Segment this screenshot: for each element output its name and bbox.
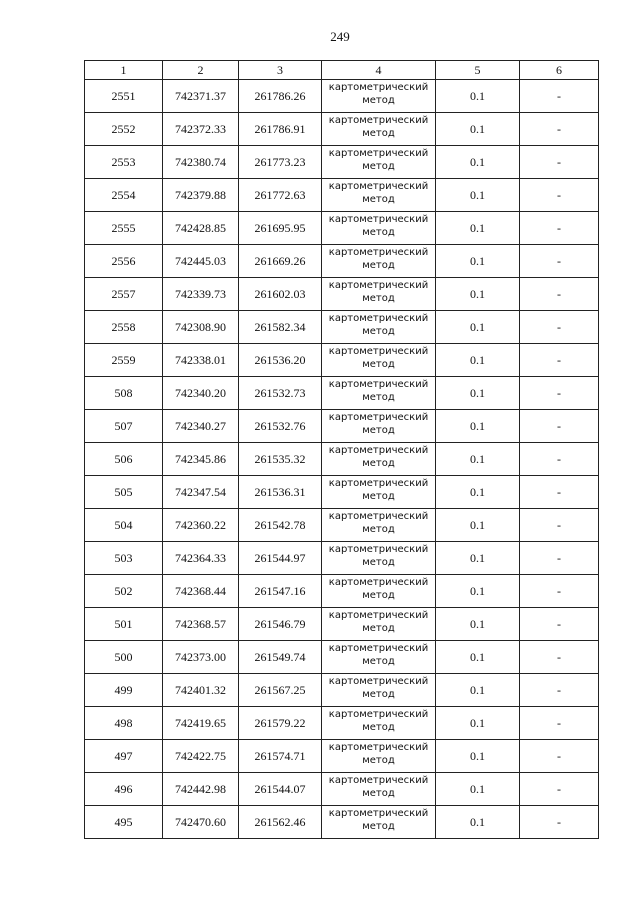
y-coordinate-cell: 261536.20 [239,344,322,377]
description-cell: - [520,476,599,509]
point-number-cell: 505 [85,476,163,509]
method-cell: картометрический метод [322,773,436,806]
description-cell: - [520,443,599,476]
accuracy-cell: 0.1 [436,278,520,311]
table-row [85,344,599,377]
table-row [85,740,599,773]
table-row [85,509,599,542]
x-coordinate-cell: 742470.60 [163,806,239,839]
y-coordinate-cell: 261549.74 [239,641,322,674]
accuracy-cell: 0.1 [436,212,520,245]
table-row [85,443,599,476]
description-cell: - [520,542,599,575]
point-number-cell: 497 [85,740,163,773]
method-cell: картометрический метод [322,740,436,773]
accuracy-cell: 0.1 [436,509,520,542]
header-cell-2: 2 [163,61,239,80]
method-cell: картометрический метод [322,707,436,740]
table-row [85,377,599,410]
x-coordinate-cell: 742360.22 [163,509,239,542]
table-row [85,674,599,707]
method-cell: картометрический метод [322,575,436,608]
method-cell: картометрический метод [322,278,436,311]
point-number-cell: 499 [85,674,163,707]
y-coordinate-cell: 261786.91 [239,113,322,146]
x-coordinate-cell: 742340.20 [163,377,239,410]
x-coordinate-cell: 742308.90 [163,311,239,344]
y-coordinate-cell: 261532.73 [239,377,322,410]
header-cell-3: 3 [239,61,322,80]
method-cell: картометрический метод [322,509,436,542]
y-coordinate-cell: 261562.46 [239,806,322,839]
accuracy-cell: 0.1 [436,377,520,410]
table-row [85,608,599,641]
description-cell: - [520,80,599,113]
table-body [85,80,599,839]
description-cell: - [520,278,599,311]
x-coordinate-cell: 742422.75 [163,740,239,773]
y-coordinate-cell: 261547.16 [239,575,322,608]
accuracy-cell: 0.1 [436,542,520,575]
y-coordinate-cell: 261582.34 [239,311,322,344]
table-row [85,542,599,575]
y-coordinate-cell: 261669.26 [239,245,322,278]
accuracy-cell: 0.1 [436,410,520,443]
y-coordinate-cell: 261542.78 [239,509,322,542]
y-coordinate-cell: 261695.95 [239,212,322,245]
y-coordinate-cell: 261532.76 [239,410,322,443]
method-cell: картометрический метод [322,311,436,344]
description-cell: - [520,707,599,740]
y-coordinate-cell: 261546.79 [239,608,322,641]
accuracy-cell: 0.1 [436,443,520,476]
description-cell: - [520,773,599,806]
method-cell: картометрический метод [322,212,436,245]
x-coordinate-cell: 742371.37 [163,80,239,113]
point-number-cell: 501 [85,608,163,641]
point-number-cell: 2556 [85,245,163,278]
method-cell: картометрический метод [322,113,436,146]
y-coordinate-cell: 261579.22 [239,707,322,740]
x-coordinate-cell: 742445.03 [163,245,239,278]
y-coordinate-cell: 261536.31 [239,476,322,509]
table-row [85,245,599,278]
accuracy-cell: 0.1 [436,80,520,113]
x-coordinate-cell: 742364.33 [163,542,239,575]
accuracy-cell: 0.1 [436,344,520,377]
table-row [85,641,599,674]
point-number-cell: 508 [85,377,163,410]
description-cell: - [520,740,599,773]
table-row [85,80,599,113]
x-coordinate-cell: 742368.57 [163,608,239,641]
y-coordinate-cell: 261772.63 [239,179,322,212]
header-cell-1: 1 [85,61,163,80]
y-coordinate-cell: 261786.26 [239,80,322,113]
x-coordinate-cell: 742379.88 [163,179,239,212]
coordinates-table [84,60,599,839]
y-coordinate-cell: 261574.71 [239,740,322,773]
method-cell: картометрический метод [322,641,436,674]
method-cell: картометрический метод [322,476,436,509]
y-coordinate-cell: 261567.25 [239,674,322,707]
point-number-cell: 495 [85,806,163,839]
method-cell: картометрический метод [322,80,436,113]
header-cell-5: 5 [436,61,520,80]
table-row [85,212,599,245]
table-row [85,476,599,509]
page-number: 249 [330,29,350,44]
description-cell: - [520,641,599,674]
point-number-cell: 2557 [85,278,163,311]
description-cell: - [520,146,599,179]
y-coordinate-cell: 261535.32 [239,443,322,476]
description-cell: - [520,377,599,410]
description-cell: - [520,212,599,245]
method-cell: картометрический метод [322,806,436,839]
x-coordinate-cell: 742345.86 [163,443,239,476]
method-cell: картометрический метод [322,443,436,476]
point-number-cell: 500 [85,641,163,674]
accuracy-cell: 0.1 [436,245,520,278]
method-cell: картометрический метод [322,146,436,179]
x-coordinate-cell: 742339.73 [163,278,239,311]
point-number-cell: 496 [85,773,163,806]
description-cell: - [520,608,599,641]
table-row [85,806,599,839]
description-cell: - [520,344,599,377]
x-coordinate-cell: 742419.65 [163,707,239,740]
header-cell-4: 4 [322,61,436,80]
point-number-cell: 503 [85,542,163,575]
x-coordinate-cell: 742373.00 [163,641,239,674]
y-coordinate-cell: 261544.97 [239,542,322,575]
accuracy-cell: 0.1 [436,806,520,839]
x-coordinate-cell: 742340.27 [163,410,239,443]
x-coordinate-cell: 742380.74 [163,146,239,179]
table-row [85,179,599,212]
description-cell: - [520,806,599,839]
accuracy-cell: 0.1 [436,476,520,509]
y-coordinate-cell: 261773.23 [239,146,322,179]
method-cell: картометрический метод [322,179,436,212]
point-number-cell: 2554 [85,179,163,212]
x-coordinate-cell: 742372.33 [163,113,239,146]
accuracy-cell: 0.1 [436,641,520,674]
point-number-cell: 2555 [85,212,163,245]
point-number-cell: 507 [85,410,163,443]
y-coordinate-cell: 261544.07 [239,773,322,806]
point-number-cell: 2559 [85,344,163,377]
accuracy-cell: 0.1 [436,146,520,179]
table-row [85,410,599,443]
x-coordinate-cell: 742347.54 [163,476,239,509]
method-cell: картометрический метод [322,344,436,377]
description-cell: - [520,509,599,542]
table-row [85,278,599,311]
method-cell: картометрический метод [322,410,436,443]
point-number-cell: 2558 [85,311,163,344]
x-coordinate-cell: 742338.01 [163,344,239,377]
point-number-cell: 2553 [85,146,163,179]
method-cell: картометрический метод [322,542,436,575]
x-coordinate-cell: 742428.85 [163,212,239,245]
header-cell-6: 6 [520,61,599,80]
point-number-cell: 2551 [85,80,163,113]
accuracy-cell: 0.1 [436,179,520,212]
table-row [85,773,599,806]
description-cell: - [520,113,599,146]
description-cell: - [520,674,599,707]
description-cell: - [520,311,599,344]
method-cell: картометрический метод [322,245,436,278]
x-coordinate-cell: 742368.44 [163,575,239,608]
point-number-cell: 498 [85,707,163,740]
point-number-cell: 2552 [85,113,163,146]
accuracy-cell: 0.1 [436,740,520,773]
table-row [85,575,599,608]
method-cell: картометрический метод [322,377,436,410]
accuracy-cell: 0.1 [436,707,520,740]
accuracy-cell: 0.1 [436,773,520,806]
point-number-cell: 502 [85,575,163,608]
method-cell: картометрический метод [322,608,436,641]
description-cell: - [520,245,599,278]
table-row [85,146,599,179]
table-row [85,707,599,740]
method-cell: картометрический метод [322,674,436,707]
y-coordinate-cell: 261602.03 [239,278,322,311]
accuracy-cell: 0.1 [436,575,520,608]
point-number-cell: 506 [85,443,163,476]
x-coordinate-cell: 742401.32 [163,674,239,707]
table-row [85,113,599,146]
accuracy-cell: 0.1 [436,608,520,641]
accuracy-cell: 0.1 [436,113,520,146]
description-cell: - [520,575,599,608]
table-row [85,311,599,344]
accuracy-cell: 0.1 [436,311,520,344]
table-header-row [85,61,599,80]
x-coordinate-cell: 742442.98 [163,773,239,806]
description-cell: - [520,179,599,212]
point-number-cell: 504 [85,509,163,542]
accuracy-cell: 0.1 [436,674,520,707]
description-cell: - [520,410,599,443]
